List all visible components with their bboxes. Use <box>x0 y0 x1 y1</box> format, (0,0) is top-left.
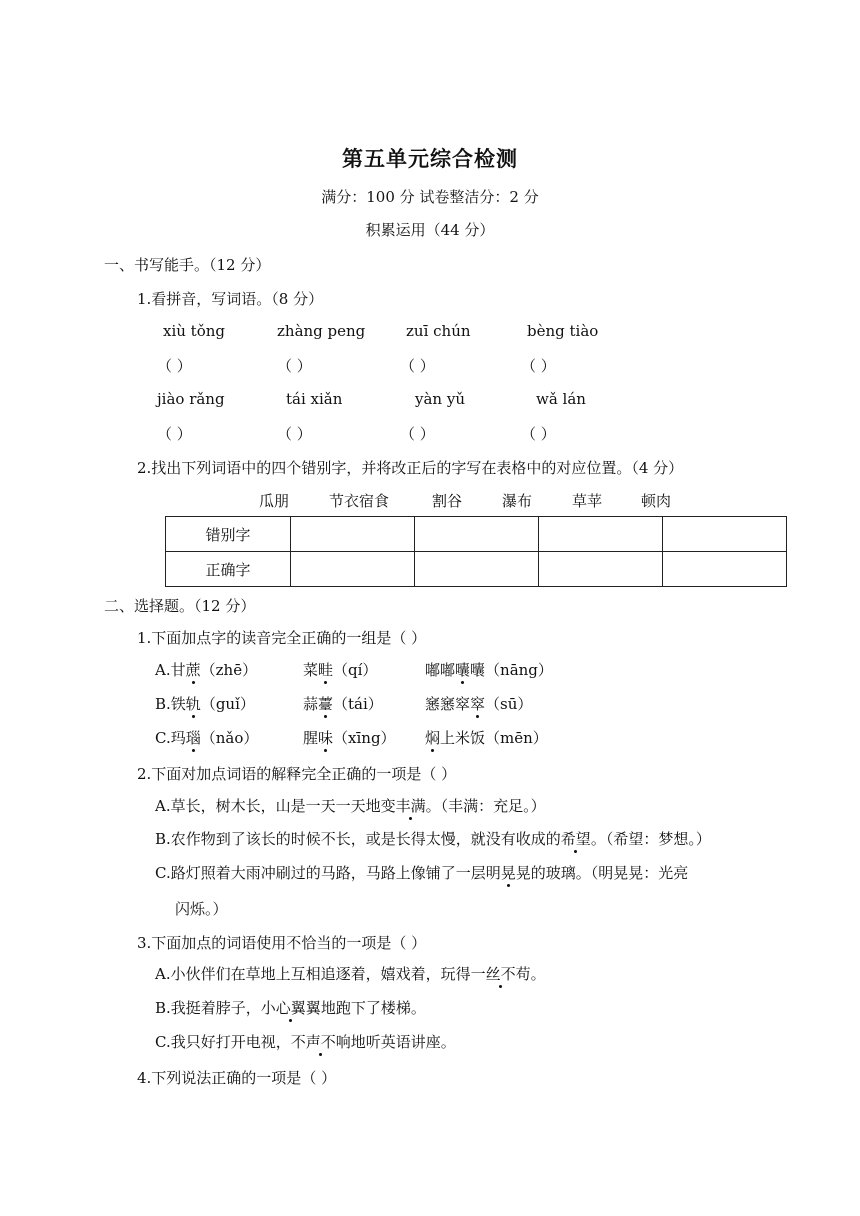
mc3-prompt: 3.下面加点的词语使用不恰当的一项是（ ） <box>137 934 427 952</box>
section1-heading: 一、书写能手。（12 分） <box>104 256 271 274</box>
dotted-char: 瑙 <box>185 729 201 747</box>
text: 的玻璃。（明晃晃：光亮 <box>530 864 689 882</box>
text: 。（希望：梦想。） <box>590 830 711 848</box>
answer-blank[interactable]: （ ） <box>521 425 556 443</box>
answer-cell[interactable] <box>415 517 539 552</box>
text: B.我挺着脖子， <box>155 999 261 1017</box>
mc3-option-a <box>155 963 546 984</box>
correction-table <box>165 516 787 587</box>
dotted-char: 味 <box>318 729 334 747</box>
text: 菜 <box>303 661 319 679</box>
answer-cell[interactable] <box>663 552 787 587</box>
text: 。 <box>530 965 546 983</box>
mc1-option-b <box>155 693 255 714</box>
mc2-option-c <box>155 862 688 883</box>
pinyin-1: xiù tǒng <box>163 322 226 340</box>
mc3-option-c <box>155 1031 456 1052</box>
table-row <box>166 552 787 587</box>
dotted-char: 蔗 <box>185 661 201 679</box>
text: 甘 <box>170 661 186 679</box>
q2-prompt: 2.找出下列词语中的四个错别字，并将改正后的字写在表格中的对应位置。（4 分） <box>137 459 684 477</box>
answer-cell[interactable] <box>291 517 415 552</box>
answer-cell[interactable] <box>539 552 663 587</box>
dotted-word: 希望 <box>560 830 591 848</box>
mc1-option-c-3 <box>425 727 548 748</box>
section2-heading: 二、选择题。（12 分） <box>104 597 256 615</box>
text: 窸窸窣 <box>425 695 471 713</box>
dotted-word: 明晃晃 <box>485 864 531 882</box>
option-letter: A. <box>155 661 171 679</box>
text: B.铁 <box>155 695 186 713</box>
mc2-option-a <box>155 795 546 816</box>
dotted-word: 不声不响 <box>290 1033 351 1051</box>
pinyin: （xīng） <box>333 729 396 747</box>
text: 腥 <box>303 729 319 747</box>
mc1-option-a <box>155 659 257 680</box>
answer-cell[interactable] <box>291 552 415 587</box>
mc1-option-b-3 <box>425 693 532 714</box>
pinyin-2: zhàng peng <box>277 322 366 340</box>
text: 上米饭 <box>440 729 486 747</box>
pinyin-7: yàn yǔ <box>415 390 465 408</box>
mc1-option-c-2 <box>303 727 396 748</box>
table-row <box>166 517 787 552</box>
mc3-option-b <box>155 997 426 1018</box>
pinyin: （tái） <box>333 695 383 713</box>
pinyin: （guǐ） <box>200 695 255 713</box>
pinyin-5: jiào rǎng <box>157 390 225 408</box>
row-label: 正确字 <box>166 552 291 587</box>
text: 。（丰满：充足。） <box>425 797 546 815</box>
page-title: 第五单元综合检测 <box>342 146 518 171</box>
dotted-word: 一丝不苟 <box>470 965 531 983</box>
answer-blank[interactable]: （ ） <box>400 357 435 375</box>
mc2-option-c-cont: 闪烁。） <box>175 900 228 918</box>
answer-cell[interactable] <box>663 517 787 552</box>
dotted-char: 轨 <box>185 695 201 713</box>
mc1-option-a-3 <box>425 659 553 680</box>
pinyin: （nǎo） <box>200 729 259 747</box>
pinyin-8: wǎ lán <box>536 390 586 408</box>
dotted-char: 薹 <box>318 695 334 713</box>
pinyin: （nāng） <box>485 661 553 679</box>
answer-blank[interactable]: （ ） <box>521 357 556 375</box>
score-line: 满分：100 分 试卷整洁分：2 分 <box>321 188 539 206</box>
mc1-option-c <box>155 727 258 748</box>
text: 地跑下了楼梯。 <box>320 999 426 1017</box>
pinyin-3: zuī chún <box>406 322 471 340</box>
text: 嘟嘟 <box>425 661 456 679</box>
mc1-prompt: 1.下面加点字的读音完全正确的一组是（ ） <box>137 629 427 647</box>
part-title: 积累运用（44 分） <box>365 221 495 239</box>
answer-blank[interactable]: （ ） <box>400 425 435 443</box>
word-item: 瀑布 <box>502 492 533 510</box>
row-label: 错别字 <box>166 517 291 552</box>
dotted-char: 窣 <box>470 695 486 713</box>
pinyin-6: tái xiǎn <box>286 390 343 408</box>
mc4-prompt: 4.下列说法正确的一项是（ ） <box>137 1069 337 1087</box>
answer-blank[interactable]: （ ） <box>157 357 192 375</box>
text: A.草长，树木长，山是一天一天地变 <box>155 797 396 815</box>
pinyin: （mēn） <box>485 729 548 747</box>
pinyin: （zhē） <box>200 661 258 679</box>
text: B.农作物到了该长的时候不长，或是长得太慢，就没有收成的 <box>155 830 561 848</box>
dotted-char: 囔 <box>455 661 471 679</box>
mc1-option-b-2 <box>303 693 383 714</box>
text: 蒜 <box>303 695 319 713</box>
text: 囔 <box>470 661 486 679</box>
word-item: 割谷 <box>432 492 463 510</box>
text: C.玛 <box>155 729 186 747</box>
q1-prompt: 1.看拼音，写词语。（8 分） <box>137 290 324 308</box>
mc1-option-a-2 <box>303 659 377 680</box>
word-item: 瓜朋 <box>259 492 290 510</box>
dotted-char: 焖 <box>425 729 441 747</box>
word-item: 节衣宿食 <box>329 492 390 510</box>
pinyin-4: bèng tiào <box>527 322 599 340</box>
mc2-option-b <box>155 828 711 849</box>
word-item: 顿肉 <box>641 492 672 510</box>
pinyin: （sū） <box>485 695 533 713</box>
text: C.我只好打开电视， <box>155 1033 291 1051</box>
answer-blank[interactable]: （ ） <box>277 425 312 443</box>
dotted-word: 丰满 <box>395 797 426 815</box>
answer-cell[interactable] <box>415 552 539 587</box>
mc2-prompt: 2.下面对加点词语的解释完全正确的一项是（ ） <box>137 765 457 783</box>
text: C.路灯照着大雨冲刷过的马路，马路上像铺了一层 <box>155 864 486 882</box>
answer-blank[interactable]: （ ） <box>157 425 192 443</box>
text: A.小伙伴们在草地上互相追逐着，嬉戏着，玩得 <box>155 965 471 983</box>
answer-cell[interactable] <box>539 517 663 552</box>
pinyin: （qí） <box>333 661 378 679</box>
answer-blank[interactable]: （ ） <box>277 357 312 375</box>
word-item: 草苹 <box>572 492 603 510</box>
dotted-word: 小心翼翼 <box>260 999 321 1017</box>
text: 地听英语讲座。 <box>350 1033 456 1051</box>
dotted-char: 畦 <box>318 661 334 679</box>
